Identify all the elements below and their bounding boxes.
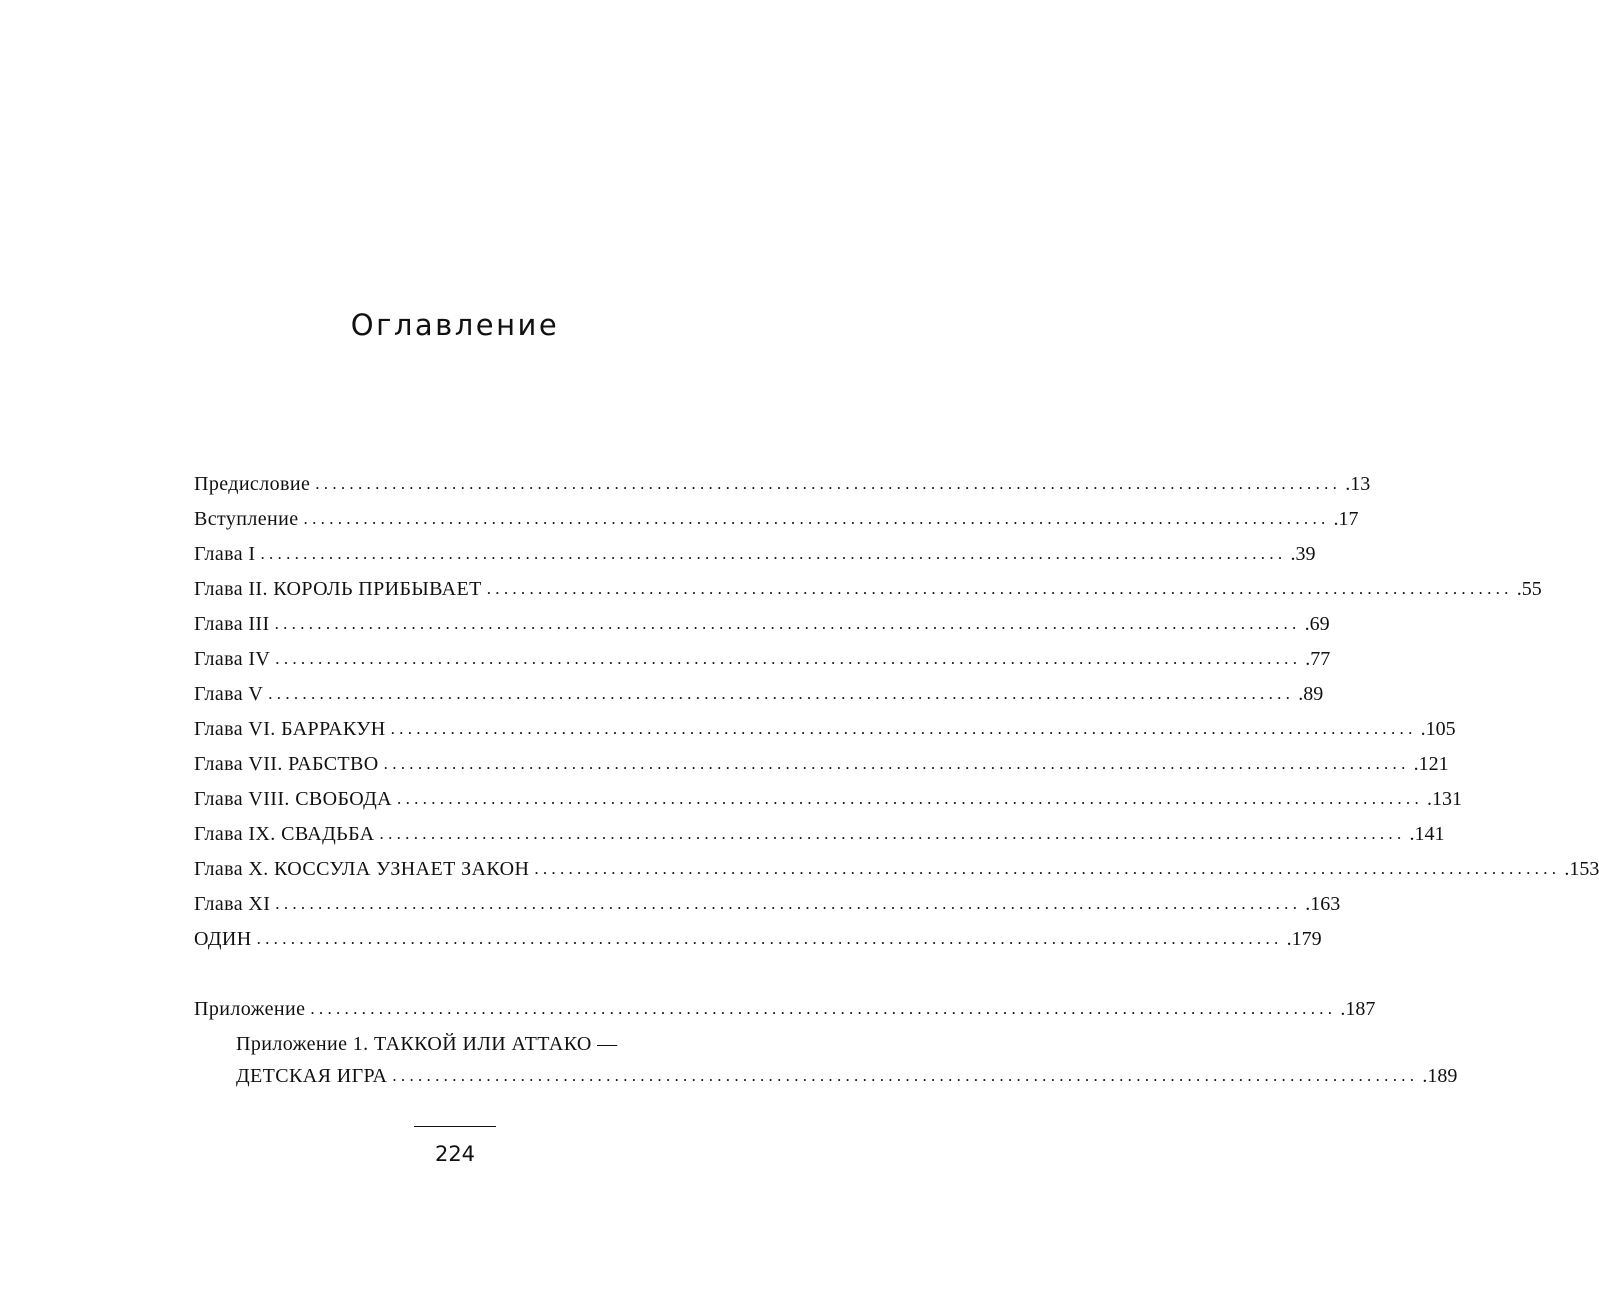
toc-entry xyxy=(194,673,1324,708)
toc-entry-label: Глава III xyxy=(194,613,270,635)
toc-entry xyxy=(194,463,1371,498)
toc-entry xyxy=(194,638,1331,673)
toc-entry-label: Глава II. КОРОЛЬ ПРИБЫВАЕТ xyxy=(194,578,482,600)
toc-entry-label: Глава IX. СВАДЬБА xyxy=(194,823,375,845)
dot-leader: ........................................................................................................................ xyxy=(397,789,1424,808)
table-of-contents xyxy=(194,463,1599,1090)
toc-entry-page: .121 xyxy=(1413,753,1449,775)
dot-leader: ........................................................................................................................ xyxy=(268,684,1295,703)
toc-entry-page: .17 xyxy=(1333,508,1359,530)
toc-subentry-line-1: Приложение 1. ТАККОЙ ИЛИ АТТАКО — xyxy=(236,1033,618,1055)
toc-entry-page: .179 xyxy=(1286,928,1322,950)
dot-leader: ........................................................................................................................ xyxy=(260,544,1287,563)
toc-entry-page: .141 xyxy=(1409,823,1445,845)
dot-leader: ........................................................................................................................ xyxy=(534,859,1561,878)
toc-entry xyxy=(194,918,1322,953)
dot-leader: ........................................................................................................................ xyxy=(256,929,1283,948)
dot-leader: ........................................................................................................................ xyxy=(275,894,1302,913)
toc-entry-label: Приложение xyxy=(194,998,306,1020)
toc-entry xyxy=(194,848,1599,883)
toc-subentry-line-2 xyxy=(236,1058,1458,1090)
toc-entry xyxy=(194,743,1449,778)
toc-entry-label: Глава X. КОССУЛА УЗНАЕТ ЗАКОН xyxy=(194,858,530,880)
toc-entry-label: Вступление xyxy=(194,508,299,530)
toc-entry xyxy=(194,533,1316,568)
toc-entry-page: .105 xyxy=(1420,718,1456,740)
toc-entry-page: .55 xyxy=(1516,578,1542,600)
toc-entry xyxy=(194,778,1463,813)
toc-entry-page: .39 xyxy=(1290,543,1316,565)
toc-entry-page: .163 xyxy=(1305,893,1341,915)
toc-entry xyxy=(194,708,1456,743)
dot-leader: ........................................................................................................................ xyxy=(379,824,1406,843)
toc-entry-label: Глава I xyxy=(194,543,256,565)
dot-leader: ........................................................................................................................ xyxy=(390,719,1417,738)
dot-leader: ........................................................................................................................ xyxy=(486,579,1513,598)
toc-entry-page: .89 xyxy=(1298,683,1324,705)
toc-entry xyxy=(194,813,1445,848)
toc-entry xyxy=(194,498,1359,533)
dot-leader: ........................................................................................................................ xyxy=(392,1066,1419,1085)
toc-subentry-label: ДЕТСКАЯ ИГРА xyxy=(236,1065,388,1087)
toc-entry xyxy=(194,603,1330,638)
dot-leader: ........................................................................................................................ xyxy=(315,474,1342,493)
toc-entry-page: .69 xyxy=(1304,613,1330,635)
toc-entry-label: Глава VII. РАБСТВО xyxy=(194,753,379,775)
dot-leader: ........................................................................................................................ xyxy=(303,509,1330,528)
dot-leader: ........................................................................................................................ xyxy=(274,614,1301,633)
toc-entry-page: .77 xyxy=(1305,648,1331,670)
toc-entry-page: .13 xyxy=(1345,473,1371,495)
dot-leader: ........................................................................................................................ xyxy=(310,999,1337,1018)
toc-subentry-appendix-1 xyxy=(236,1023,1458,1090)
toc-entry-appendix xyxy=(194,988,1376,1023)
toc-entry-label: ОДИН xyxy=(194,928,252,950)
page-title: Оглавление xyxy=(350,308,560,342)
footer-rule xyxy=(414,1126,496,1127)
toc-entry-page: .131 xyxy=(1427,788,1463,810)
toc-entry xyxy=(194,568,1542,603)
page-number: 224 xyxy=(434,1142,476,1166)
toc-entry-label: Глава VIII. СВОБОДА xyxy=(194,788,393,810)
toc-entry-page: .189 xyxy=(1422,1065,1458,1087)
toc-entry-label: Глава V xyxy=(194,683,264,705)
toc-entry xyxy=(194,883,1341,918)
toc-entry-label: Глава VI. БАРРАКУН xyxy=(194,718,386,740)
toc-entry-label: Предисловие xyxy=(194,473,311,495)
toc-entry-page: .187 xyxy=(1340,998,1376,1020)
toc-entry-label: Глава XI xyxy=(194,893,271,915)
dot-leader: ........................................................................................................................ xyxy=(275,649,1302,668)
toc-entry-label: Глава IV xyxy=(194,648,271,670)
dot-leader: ........................................................................................................................ xyxy=(383,754,1410,773)
toc-entry-page: .153 xyxy=(1564,858,1599,880)
